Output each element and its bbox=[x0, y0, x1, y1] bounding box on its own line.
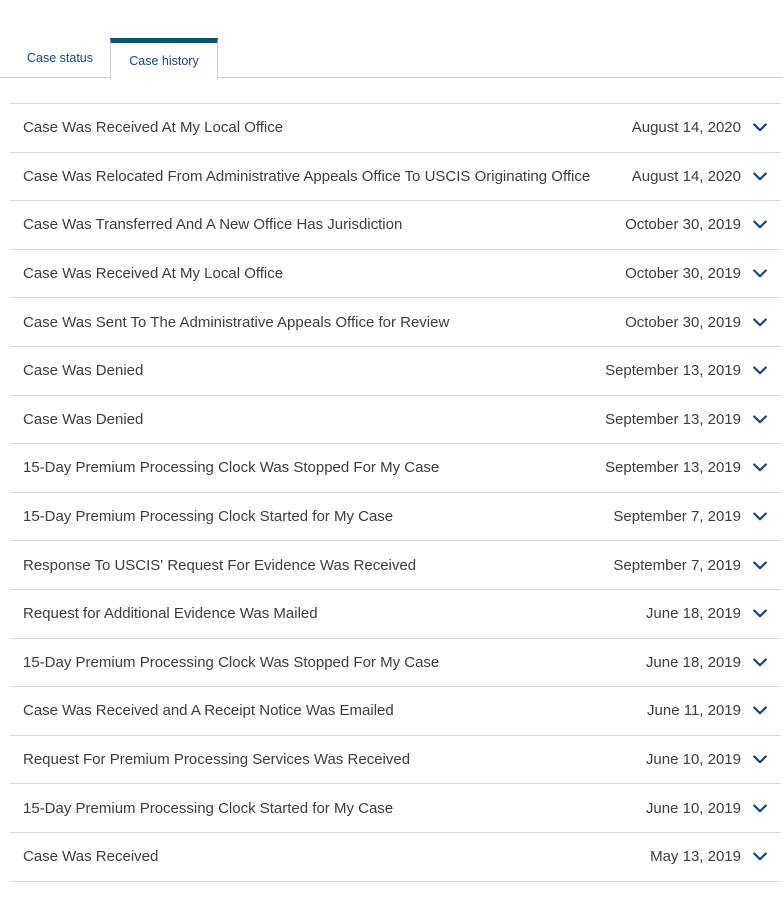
history-title: 15-Day Premium Processing Clock Started for My Case bbox=[23, 508, 394, 526]
history-row[interactable] bbox=[10, 687, 781, 736]
history-date: October 30, 2019 bbox=[625, 216, 741, 234]
history-date: June 18, 2019 bbox=[645, 653, 741, 671]
chevron-down-icon[interactable] bbox=[753, 655, 767, 669]
history-title: 15-Day Premium Processing Clock Started for My Case bbox=[23, 799, 394, 817]
chevron-down-icon[interactable] bbox=[753, 510, 767, 524]
chevron-down-icon[interactable] bbox=[753, 169, 767, 183]
history-title: Case Was Received and A Receipt Notice Was Emailed bbox=[23, 702, 394, 720]
case-history-list bbox=[10, 103, 781, 882]
history-title: Request for Additional Evidence Was Mailed bbox=[23, 605, 318, 623]
history-row[interactable] bbox=[10, 444, 781, 493]
case-tabs bbox=[0, 38, 783, 78]
history-row[interactable] bbox=[10, 347, 781, 396]
history-title: Response To USCIS' Request For Evidence Was Received bbox=[23, 556, 417, 574]
history-title: Case Was Relocated From Administrative Appeals Office To USCIS Originating Office bbox=[23, 167, 591, 185]
history-date: June 18, 2019 bbox=[645, 605, 741, 623]
history-title: Case Was Received At My Local Office bbox=[23, 119, 284, 137]
chevron-down-icon[interactable] bbox=[753, 558, 767, 572]
history-title: Case Was Received At My Local Office bbox=[23, 265, 284, 283]
chevron-down-icon[interactable] bbox=[753, 412, 767, 426]
history-title: Case Was Received bbox=[23, 848, 159, 866]
chevron-down-icon[interactable] bbox=[753, 218, 767, 232]
history-date: August 14, 2020 bbox=[631, 167, 741, 185]
chevron-down-icon[interactable] bbox=[753, 753, 767, 767]
chevron-down-icon[interactable] bbox=[753, 801, 767, 815]
chevron-down-icon[interactable] bbox=[753, 121, 767, 135]
history-title: 15-Day Premium Processing Clock Was Stopped For My Case bbox=[23, 459, 440, 477]
history-date: May 13, 2019 bbox=[650, 848, 741, 866]
history-date: September 13, 2019 bbox=[605, 459, 741, 477]
history-row[interactable] bbox=[10, 736, 781, 785]
history-row[interactable] bbox=[10, 590, 781, 639]
history-date: June 10, 2019 bbox=[645, 751, 741, 769]
history-row[interactable] bbox=[10, 201, 781, 250]
history-date: June 10, 2019 bbox=[645, 799, 741, 817]
chevron-down-icon[interactable] bbox=[753, 850, 767, 864]
history-date: June 11, 2019 bbox=[647, 702, 741, 720]
history-title: Case Was Denied bbox=[23, 410, 144, 428]
history-date: September 13, 2019 bbox=[605, 410, 741, 428]
history-title: Request For Premium Processing Services Was Received bbox=[23, 751, 411, 769]
chevron-down-icon[interactable] bbox=[753, 704, 767, 718]
chevron-down-icon[interactable] bbox=[753, 267, 767, 281]
history-row[interactable] bbox=[10, 153, 781, 202]
history-date: September 7, 2019 bbox=[613, 556, 741, 574]
history-date: September 7, 2019 bbox=[613, 508, 741, 526]
history-row[interactable] bbox=[10, 833, 781, 882]
history-row[interactable] bbox=[10, 784, 781, 833]
chevron-down-icon[interactable] bbox=[753, 461, 767, 475]
history-title: 15-Day Premium Processing Clock Was Stopped For My Case bbox=[23, 653, 440, 671]
history-row[interactable] bbox=[10, 298, 781, 347]
history-row[interactable] bbox=[10, 104, 781, 153]
tab-case-history[interactable]: Case history bbox=[110, 38, 218, 79]
history-date: August 14, 2020 bbox=[631, 119, 741, 137]
chevron-down-icon[interactable] bbox=[753, 315, 767, 329]
history-row[interactable] bbox=[10, 250, 781, 299]
history-row[interactable] bbox=[10, 396, 781, 445]
chevron-down-icon[interactable] bbox=[753, 364, 767, 378]
history-date: October 30, 2019 bbox=[625, 313, 741, 331]
history-row[interactable] bbox=[10, 541, 781, 590]
chevron-down-icon[interactable] bbox=[753, 607, 767, 621]
history-title: Case Was Sent To The Administrative Appeals Office for Review bbox=[23, 313, 450, 331]
history-row[interactable] bbox=[10, 639, 781, 688]
history-row[interactable] bbox=[10, 493, 781, 542]
history-date: October 30, 2019 bbox=[625, 265, 741, 283]
history-date: September 13, 2019 bbox=[605, 362, 741, 380]
tab-case-status[interactable]: Case status bbox=[26, 51, 93, 65]
history-title: Case Was Denied bbox=[23, 362, 144, 380]
history-title: Case Was Transferred And A New Office Has Jurisdiction bbox=[23, 216, 403, 234]
